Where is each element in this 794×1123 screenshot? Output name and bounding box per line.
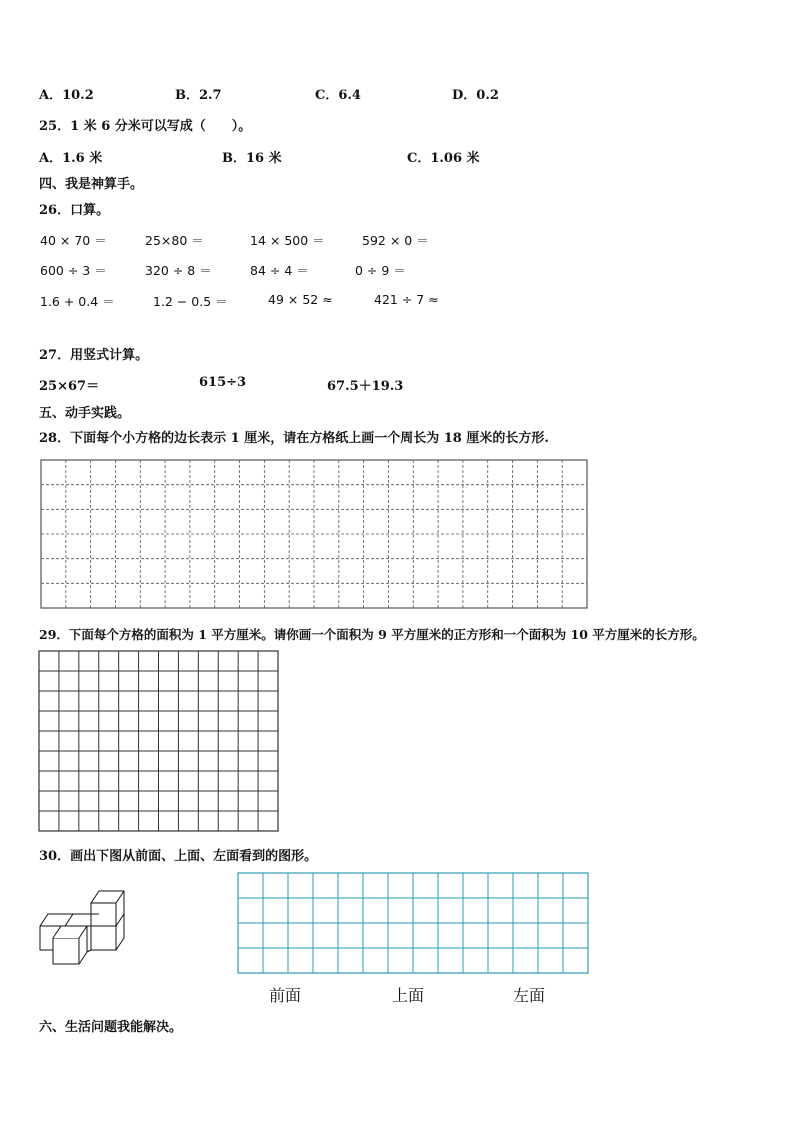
- q27-item-1: 25×67＝: [39, 379, 100, 394]
- section-6-heading: 六、生活问题我能解决。: [39, 1020, 183, 1035]
- view-label-front: 前面: [269, 986, 302, 1005]
- q30-grid[interactable]: [237, 872, 589, 974]
- view-label-top: 上面: [392, 986, 425, 1005]
- q26-r3-c1: 1.6 + 0.4 ＝: [40, 294, 115, 309]
- q29-grid[interactable]: [38, 650, 279, 832]
- q26-r1-c2: 25×80 ＝: [145, 233, 204, 248]
- q25-option-c: C．1.06 米: [407, 151, 480, 166]
- q26-r2-c2: 320 ÷ 8 ＝: [145, 263, 212, 278]
- cube-stack-figure: [39, 886, 131, 966]
- q26-r1-c1: 40 × 70 ＝: [40, 233, 107, 248]
- section-5-heading: 五、动手实践。: [39, 406, 131, 421]
- view-label-left: 左面: [513, 986, 546, 1005]
- q26-r1-c4: 592 × 0 ＝: [362, 233, 429, 248]
- q29-stem: 29．下面每个方格的面积为 1 平方厘米。请你画一个面积为 9 平方厘米的正方形和一个面积为 10 平方厘米的长方形。: [39, 627, 705, 642]
- q24-option-b: B．2.7: [175, 88, 222, 103]
- q26-r2-c1: 600 ÷ 3 ＝: [40, 263, 107, 278]
- q26-r2-c3: 84 ÷ 4 ＝: [250, 263, 309, 278]
- q25-option-b: B．16 米: [222, 151, 282, 166]
- q26-r3-c4: 421 ÷ 7 ≈: [374, 292, 439, 307]
- q26-r2-c4: 0 ÷ 9 ＝: [355, 263, 406, 278]
- q27-stem: 27．用竖式计算。: [39, 348, 149, 363]
- q28-stem: 28．下面每个小方格的边长表示 1 厘米，请在方格纸上画一个周长为 18 厘米的长方形.: [39, 431, 549, 446]
- q30-stem: 30．画出下图从前面、上面、左面看到的图形。: [39, 849, 318, 864]
- q25-option-a: A．1.6 米: [39, 151, 103, 166]
- q24-option-a: A．10.2: [39, 88, 94, 103]
- section-4-heading: 四、我是神算手。: [39, 177, 144, 192]
- q28-grid[interactable]: [40, 459, 588, 609]
- q27-item-3: 67.5＋19.3: [327, 379, 404, 394]
- cube-front: [53, 938, 79, 964]
- q26-r3-c3: 49 × 52 ≈: [268, 292, 333, 307]
- q24-option-c: C．6.4: [315, 88, 361, 103]
- q24-option-d: D．0.2: [452, 88, 499, 103]
- q27-item-2: 615÷3: [199, 375, 247, 390]
- cube-right-lower: [91, 926, 116, 950]
- q26-stem: 26．口算。: [39, 203, 110, 218]
- q25-stem: 25．1 米 6 分米可以写成（ ）。: [39, 119, 252, 134]
- q26-r3-c2: 1.2 − 0.5 ＝: [153, 294, 228, 309]
- q26-r1-c3: 14 × 500 ＝: [250, 233, 325, 248]
